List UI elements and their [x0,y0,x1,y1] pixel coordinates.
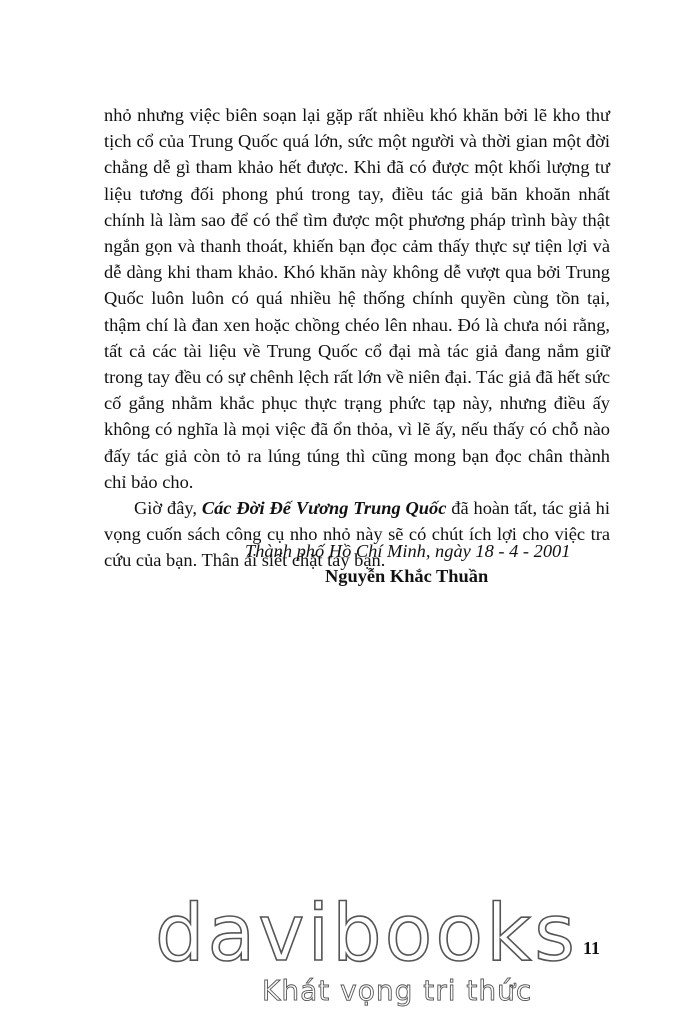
paragraph-1: nhỏ nhưng việc biên soạn lại gặp rất nhiều khó khăn bởi lẽ kho thư tịch cổ của Trung Quốc quá lớn, sức một người và thời gian một đời chẳng dễ gì tham khảo hết được. Khi đã có được một khối lượng tư liệu tương đối phong phú trong tay, điều tác giả băn khoăn nhất chính là làm sao để có thể tìm được một phương pháp trình bày thật ngắn gọn và thanh thoát, khiến bạn đọc cảm thấy thực sự tiện lợi và dễ dàng khi tham khảo. Khó khăn này không dễ vượt qua bởi Trung Quốc luôn luôn có quá nhiều hệ thống chính quyền cùng tồn tại, thậm chí là đan xen hoặc chồng chéo lên nhau. Đó là chưa nói rằng, tất cả các tài liệu về Trung Quốc cổ đại mà tác giả đang nắm giữ trong tay đều có sự chênh lệch rất lớn về niên đại. Tác giả đã hết sức cố gắng nhằm khắc phục thực trạng phức tạp này, nhưng điều ấy không có nghĩa là mọi việc đã ổn thỏa, vì lẽ ấy, nếu thấy có chỗ nào đấy tác giả còn tỏ ra lúng túng thì cũng mong bạn đọc chân thành chỉ bảo cho. [104,105,610,492]
page-number: 11 [583,938,601,958]
watermark-brand: davibooks [155,889,578,979]
signature-author: Nguyễn Khắc Thuần [325,566,489,586]
book-title: Các Đời Đế Vương Trung Quốc [201,498,447,519]
body-text [104,102,610,574]
paragraph-2-start: Giờ đây, [134,498,202,519]
watermark-tagline: Khát vọng tri thức [262,974,533,1007]
paragraph-2-end: đã hoàn tất, tác giả hi vọng cuốn sách công cụ nho nhỏ này sẽ có chút ích lợi cho việc tra cứu của bạn. Thân ái siết chặt tay bạn. [104,498,610,571]
signature-place-date: Thành phố Hồ Chí Minh, ngày 18 - 4 - 2001 [245,541,571,561]
